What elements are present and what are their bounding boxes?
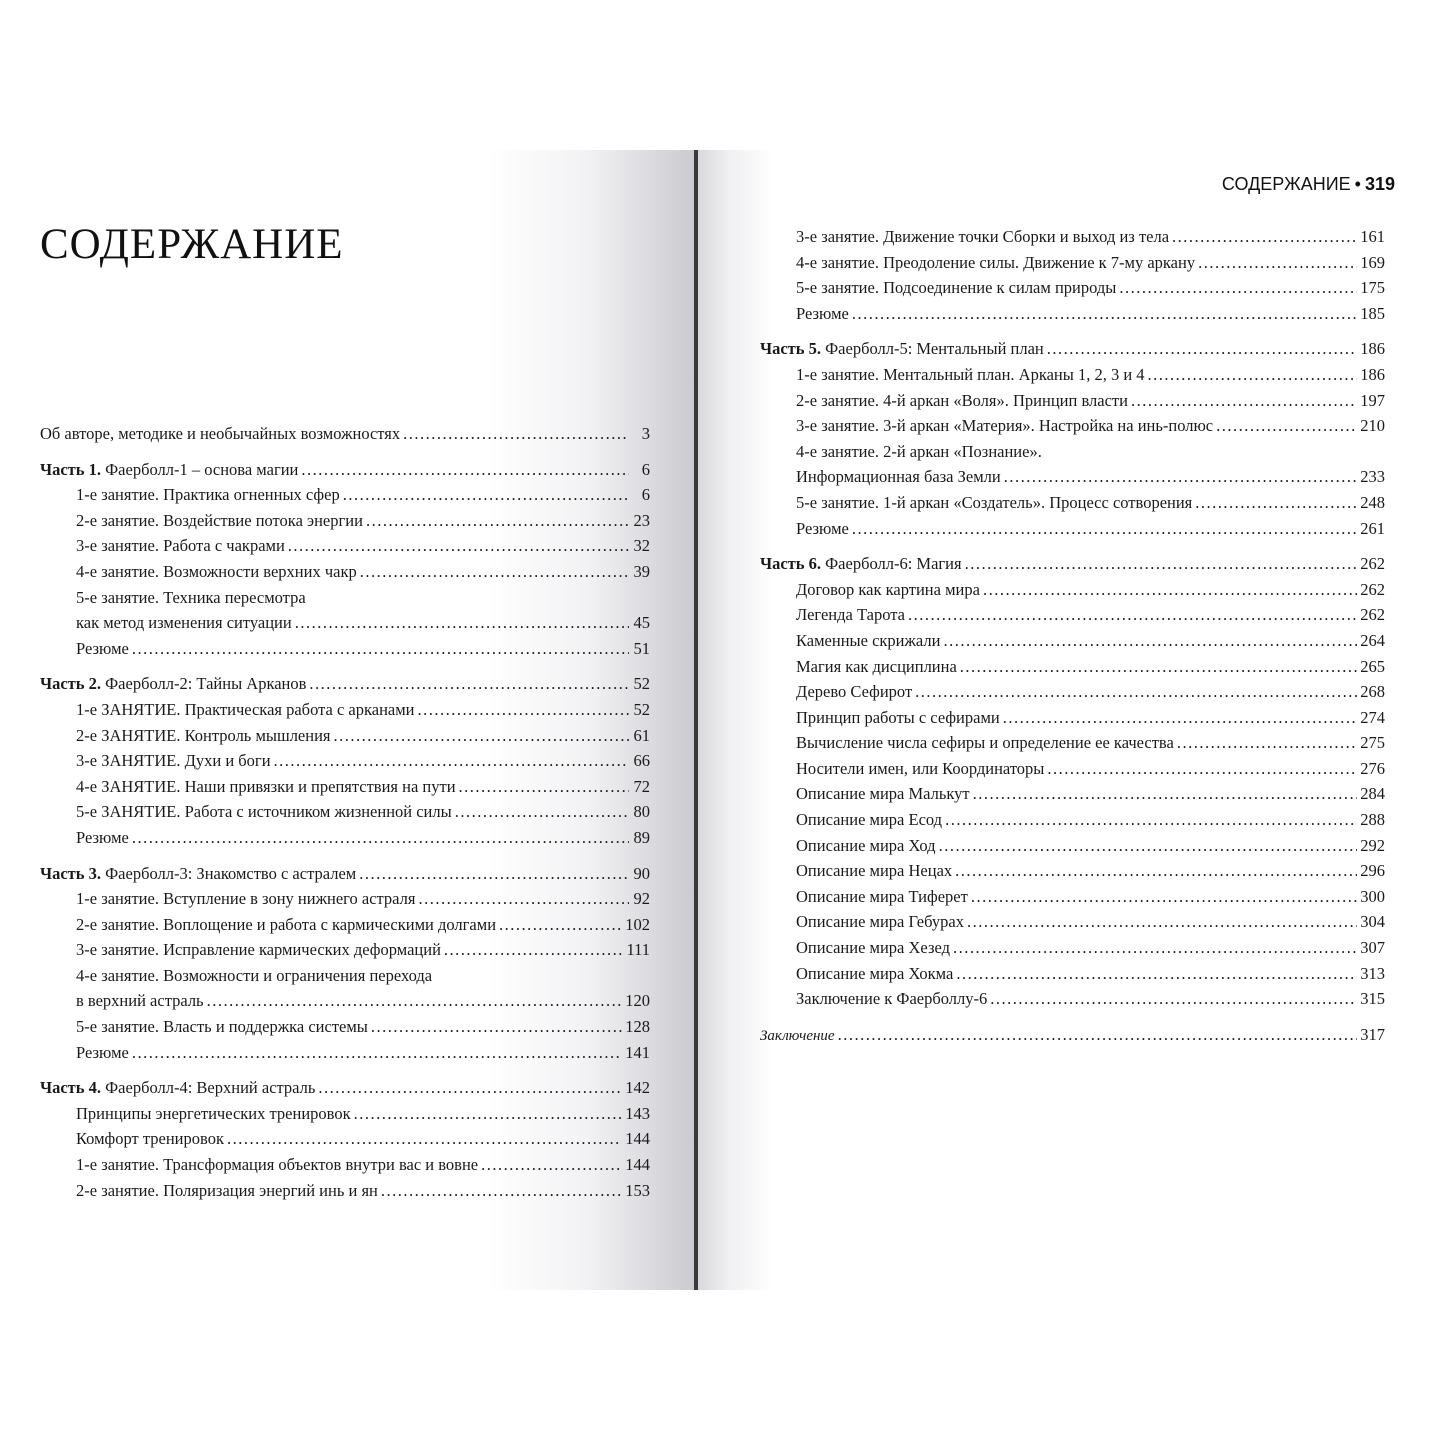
toc-right bbox=[760, 224, 1385, 1049]
toc-part-3 bbox=[40, 861, 650, 887]
toc-page-number: 128 bbox=[625, 1017, 650, 1037]
toc-entry-text: 3-е занятие. Работа с чакрами bbox=[76, 536, 285, 556]
running-head-separator: • bbox=[1354, 174, 1361, 194]
toc-page-number: 175 bbox=[1360, 278, 1385, 298]
toc-entry bbox=[40, 482, 650, 508]
toc-entry-line1: 4-е занятие. 2-й аркан «Познание». bbox=[796, 441, 1042, 461]
toc-entry bbox=[760, 884, 1385, 910]
toc-page-number: 265 bbox=[1360, 656, 1385, 676]
toc-left bbox=[40, 421, 650, 1203]
toc-entry-text: 4-е ЗАНЯТИЕ. Наши привязки и препятствия на пути bbox=[76, 776, 456, 796]
toc-page-number: 45 bbox=[633, 613, 650, 633]
dot-leader bbox=[852, 516, 1357, 542]
toc-entry-text: 4-е занятие. Возможности верхних чакр bbox=[76, 561, 357, 581]
toc-entry-text: в верхний астраль bbox=[76, 991, 204, 1011]
dot-leader bbox=[444, 937, 624, 963]
toc-entry-text: Резюме bbox=[796, 303, 849, 323]
toc-entry bbox=[40, 1126, 650, 1152]
dot-leader bbox=[499, 912, 622, 938]
toc-entry bbox=[40, 533, 650, 559]
toc-entry bbox=[40, 723, 650, 749]
toc-entry bbox=[760, 490, 1385, 516]
running-head-title: СОДЕРЖАНИЕ bbox=[1221, 174, 1351, 194]
toc-entry-text: Резюме bbox=[76, 1042, 129, 1062]
toc-entry-text: Заключение bbox=[760, 1027, 835, 1044]
toc-entry-text: Описание мира Гебурах bbox=[796, 912, 964, 932]
toc-entry bbox=[40, 1040, 650, 1066]
toc-page-number: 61 bbox=[633, 725, 650, 745]
toc-entry-text: Резюме bbox=[796, 518, 849, 538]
toc-entry bbox=[40, 748, 650, 774]
toc-page-number: 120 bbox=[625, 991, 650, 1011]
toc-page-number: 111 bbox=[626, 940, 650, 960]
dot-leader bbox=[939, 833, 1358, 859]
dot-leader bbox=[990, 986, 1357, 1012]
dot-leader bbox=[309, 671, 629, 697]
toc-page-number: 186 bbox=[1360, 339, 1385, 359]
toc-entry-about bbox=[40, 421, 650, 447]
toc-entry bbox=[40, 1101, 650, 1127]
dot-leader bbox=[965, 551, 1358, 577]
toc-entry bbox=[760, 986, 1385, 1012]
toc-entry-text: 2-е занятие. Воздействие потока энергии bbox=[76, 510, 363, 530]
toc-entry bbox=[760, 250, 1385, 276]
toc-page-number: 143 bbox=[625, 1103, 650, 1123]
dot-leader bbox=[1198, 250, 1357, 276]
toc-entry-text: Об авторе, методике и необычайных возможностях bbox=[40, 424, 401, 443]
toc-entry-text: 5-е ЗАНЯТИЕ. Работа с источником жизненной силы bbox=[76, 802, 452, 822]
toc-entry-text: 5-е занятие. Подсоединение к силам природы bbox=[796, 278, 1117, 298]
toc-entry-text: Принципы энергетических тренировок bbox=[76, 1103, 351, 1123]
toc-entry-text: Описание мира Малькут bbox=[796, 784, 970, 804]
toc-page-number: 304 bbox=[1360, 912, 1385, 932]
toc-page-number: 275 bbox=[1360, 733, 1385, 753]
page-title: СОДЕРЖАНИЕ bbox=[40, 221, 344, 268]
toc-entry-text: 1-е занятие. Практика огненных сфер bbox=[76, 485, 340, 505]
toc-page-number: 3 bbox=[641, 424, 650, 443]
toc-entry-text: 1-е ЗАНЯТИЕ. Практическая работа с арканами bbox=[76, 699, 415, 719]
dot-leader bbox=[1131, 388, 1357, 414]
toc-page-number: 144 bbox=[625, 1155, 650, 1175]
toc-page-number: 161 bbox=[1360, 227, 1385, 246]
dot-leader bbox=[1148, 362, 1358, 388]
dot-leader bbox=[227, 1126, 622, 1152]
toc-page-number: 274 bbox=[1360, 707, 1385, 727]
toc-page-number: 248 bbox=[1360, 492, 1385, 512]
part-label: Часть 3. bbox=[40, 863, 102, 883]
part-title: Фаерболл-6: Магия bbox=[825, 554, 962, 574]
dot-leader bbox=[274, 748, 629, 774]
dot-leader bbox=[953, 935, 1357, 961]
toc-entry bbox=[760, 362, 1385, 388]
toc-entry-text: 2-е занятие. 4-й аркан «Воля». Принцип власти bbox=[796, 390, 1128, 410]
toc-entry bbox=[40, 937, 650, 963]
dot-leader bbox=[973, 781, 1358, 807]
toc-entry-text: Легенда Тарота bbox=[796, 605, 905, 625]
dot-leader bbox=[1119, 275, 1357, 301]
toc-entry-text: 4-е занятие. Преодоление силы. Движение к 7-му аркану bbox=[796, 252, 1196, 272]
toc-page-number: 296 bbox=[1360, 861, 1385, 881]
dot-leader bbox=[1195, 490, 1357, 516]
toc-entry-text: 1-е занятие. Вступление в зону нижнего астраля bbox=[76, 889, 416, 909]
dot-leader bbox=[207, 988, 623, 1014]
toc-entry bbox=[40, 1178, 650, 1204]
toc-entry bbox=[760, 833, 1385, 859]
toc-page-number: 307 bbox=[1360, 938, 1385, 958]
dot-leader bbox=[459, 774, 629, 800]
toc-entry-text: 5-е занятие. Власть и поддержка системы bbox=[76, 1017, 368, 1037]
toc-page-number: 6 bbox=[641, 459, 650, 479]
toc-page-number: 300 bbox=[1360, 886, 1385, 906]
toc-page-number: 72 bbox=[633, 776, 650, 796]
dot-leader bbox=[1003, 705, 1358, 731]
toc-page-number: 186 bbox=[1360, 364, 1385, 384]
dot-leader bbox=[295, 610, 629, 636]
part-title: Фаерболл-3: Знакомство с астралем bbox=[105, 863, 357, 883]
part-title: Фаерболл-2: Тайны Арканов bbox=[105, 674, 307, 694]
toc-page-number: 92 bbox=[633, 889, 650, 909]
toc-entry bbox=[760, 275, 1385, 301]
toc-entry-text: Описание мира Нецах bbox=[796, 861, 953, 881]
toc-part-1 bbox=[40, 457, 650, 483]
dot-leader bbox=[1047, 756, 1357, 782]
toc-entry bbox=[40, 1152, 650, 1178]
dot-leader bbox=[132, 825, 629, 851]
toc-entry-line1: 4-е занятие. Возможности и ограничения перехода bbox=[76, 965, 433, 985]
toc-entry-text: Дерево Сефирот bbox=[796, 682, 913, 702]
toc-page-number: 39 bbox=[633, 561, 650, 581]
toc-entry-text: Заключение к Фаерболлу-6 bbox=[796, 989, 988, 1009]
dot-leader bbox=[967, 909, 1357, 935]
toc-page-number: 264 bbox=[1360, 630, 1385, 650]
dot-leader bbox=[403, 421, 629, 447]
toc-entry-text: Резюме bbox=[76, 638, 129, 658]
toc-entry bbox=[760, 628, 1385, 654]
toc-page-number: 23 bbox=[633, 510, 650, 530]
toc-entry-text: как метод изменения ситуации bbox=[76, 613, 292, 633]
toc-entry bbox=[760, 388, 1385, 414]
toc-entry bbox=[760, 224, 1385, 250]
toc-entry bbox=[760, 807, 1385, 833]
toc-page-number: 52 bbox=[633, 674, 650, 694]
dot-leader bbox=[288, 533, 629, 559]
toc-entry bbox=[760, 602, 1385, 628]
dot-leader bbox=[955, 858, 1357, 884]
toc-entry bbox=[40, 636, 650, 662]
toc-entry bbox=[760, 654, 1385, 680]
toc-page-number: 52 bbox=[633, 699, 650, 719]
toc-entry bbox=[760, 961, 1385, 987]
dot-leader bbox=[971, 884, 1357, 910]
toc-page-number: 288 bbox=[1360, 810, 1385, 830]
book-gutter bbox=[694, 150, 698, 1290]
toc-entry bbox=[760, 858, 1385, 884]
toc-entry bbox=[40, 825, 650, 851]
toc-page-number: 6 bbox=[641, 485, 650, 505]
toc-entry-text: Принцип работы с сефирами bbox=[796, 707, 1000, 727]
toc-page-number: 261 bbox=[1360, 518, 1385, 538]
toc-entry-text: Договор как картина мира bbox=[796, 579, 980, 599]
page-number: 319 bbox=[1364, 174, 1395, 194]
dot-leader bbox=[418, 697, 629, 723]
dot-leader bbox=[366, 508, 629, 534]
toc-entry bbox=[40, 774, 650, 800]
part-label: Часть 2. bbox=[40, 674, 102, 694]
toc-part-5 bbox=[760, 336, 1385, 362]
dot-leader bbox=[838, 1022, 1358, 1048]
toc-page-number: 90 bbox=[633, 863, 650, 883]
toc-page-number: 313 bbox=[1360, 963, 1385, 983]
toc-page-number: 197 bbox=[1360, 390, 1385, 410]
toc-entry-text: 2-е занятие. Поляризация энергий инь и ян bbox=[76, 1180, 378, 1200]
toc-entry-text: Магия как дисциплина bbox=[796, 656, 957, 676]
toc-page-number: 153 bbox=[625, 1180, 650, 1200]
toc-entry bbox=[760, 577, 1385, 603]
toc-page-number: 292 bbox=[1360, 835, 1385, 855]
toc-entry bbox=[40, 508, 650, 534]
part-label: Часть 1. bbox=[40, 459, 102, 479]
toc-part-2 bbox=[40, 671, 650, 697]
dot-leader bbox=[343, 482, 629, 508]
dot-leader bbox=[132, 636, 629, 662]
toc-entry bbox=[40, 886, 650, 912]
toc-entry bbox=[760, 756, 1385, 782]
toc-entry bbox=[760, 413, 1385, 439]
dot-leader bbox=[318, 1075, 622, 1101]
dot-leader bbox=[301, 457, 629, 483]
dot-leader bbox=[983, 577, 1357, 603]
toc-entry bbox=[760, 781, 1385, 807]
toc-page-number: 262 bbox=[1360, 554, 1385, 574]
toc-page-number: 233 bbox=[1360, 467, 1385, 487]
toc-entry bbox=[40, 697, 650, 723]
toc-entry bbox=[760, 464, 1385, 490]
toc-page-number: 317 bbox=[1360, 1024, 1385, 1044]
dot-leader bbox=[354, 1101, 623, 1127]
part-title: Фаерболл-1 – основа магии bbox=[105, 459, 299, 479]
toc-entry-text: 3-е ЗАНЯТИЕ. Духи и боги bbox=[76, 751, 271, 771]
toc-entry-text: 2-е ЗАНЯТИЕ. Контроль мышления bbox=[76, 725, 331, 745]
toc-entry-text: Описание мира Ход bbox=[796, 835, 936, 855]
toc-entry-line1: 5-е занятие. Техника пересмотра bbox=[76, 587, 306, 607]
toc-entry bbox=[40, 1014, 650, 1040]
toc-entry-text: Резюме bbox=[76, 827, 129, 847]
dot-leader bbox=[1004, 464, 1358, 490]
dot-leader bbox=[945, 807, 1357, 833]
toc-page-number: 276 bbox=[1360, 758, 1385, 778]
toc-entry-text: 3-е занятие. Исправление кармических деформаций bbox=[76, 940, 441, 960]
toc-part-6 bbox=[760, 551, 1385, 577]
toc-page-number: 210 bbox=[1360, 416, 1385, 436]
toc-entry-text: Вычисление числа сефиры и определение ее качества bbox=[796, 733, 1174, 753]
dot-leader bbox=[908, 602, 1357, 628]
toc-entry-text: Описание мира Хезед bbox=[796, 938, 950, 958]
running-head bbox=[1222, 174, 1395, 195]
toc-page-number: 144 bbox=[625, 1129, 650, 1149]
toc-entry bbox=[40, 912, 650, 938]
toc-entry-text: Информационная база Земли bbox=[796, 467, 1001, 487]
toc-part-4 bbox=[40, 1075, 650, 1101]
toc-entry bbox=[760, 909, 1385, 935]
toc-page-number: 284 bbox=[1360, 784, 1385, 804]
toc-page-number: 32 bbox=[633, 536, 650, 556]
toc-page-number: 89 bbox=[633, 827, 650, 847]
dot-leader bbox=[371, 1014, 622, 1040]
toc-page-number: 262 bbox=[1360, 605, 1385, 625]
toc-page-number: 268 bbox=[1360, 682, 1385, 702]
dot-leader bbox=[418, 886, 629, 912]
toc-entry-text: 2-е занятие. Воплощение и работа с кармическими долгами bbox=[76, 914, 497, 934]
toc-entry-conclusion bbox=[760, 1022, 1385, 1050]
dot-leader bbox=[1216, 413, 1357, 439]
toc-entry-text: 1-е занятие. Ментальный план. Арканы 1, 2, 3 и 4 bbox=[796, 364, 1145, 384]
dot-leader bbox=[915, 679, 1357, 705]
toc-entry-text: Носители имен, или Координаторы bbox=[796, 758, 1045, 778]
dot-leader bbox=[852, 301, 1357, 327]
part-label: Часть 6. bbox=[760, 554, 822, 574]
toc-entry bbox=[40, 988, 650, 1014]
toc-page-number: 141 bbox=[625, 1042, 650, 1062]
toc-entry-text: Комфорт тренировок bbox=[76, 1129, 224, 1149]
dot-leader bbox=[455, 799, 629, 825]
dot-leader bbox=[132, 1040, 622, 1066]
dot-leader bbox=[1177, 730, 1357, 756]
toc-entry bbox=[760, 935, 1385, 961]
toc-page-number: 51 bbox=[633, 638, 650, 658]
toc-entry-text: 3-е занятие. 3-й аркан «Материя». Настройка на инь-полюс bbox=[796, 416, 1214, 436]
part-label: Часть 4. bbox=[40, 1078, 102, 1098]
toc-page-number: 315 bbox=[1360, 989, 1385, 1009]
toc-entry-text: 5-е занятие. 1-й аркан «Создатель». Процесс сотворения bbox=[796, 492, 1193, 512]
part-label: Часть 5. bbox=[760, 339, 822, 359]
dot-leader bbox=[960, 654, 1357, 680]
dot-leader bbox=[360, 559, 629, 585]
toc-entry-text: 3-е занятие. Движение точки Сборки и выход из тела bbox=[796, 227, 1170, 246]
toc-entry-text: Описание мира Есод bbox=[796, 810, 943, 830]
toc-entry bbox=[760, 516, 1385, 542]
toc-page-number: 102 bbox=[625, 914, 650, 934]
toc-entry-text: 1-е занятие. Трансформация объектов внутри вас и вовне bbox=[76, 1155, 479, 1175]
toc-page-number: 185 bbox=[1360, 303, 1385, 323]
toc-entry-text: Каменные скрижали bbox=[796, 630, 941, 650]
dot-leader bbox=[381, 1178, 622, 1204]
toc-entry bbox=[760, 705, 1385, 731]
dot-leader bbox=[943, 628, 1357, 654]
toc-entry bbox=[40, 610, 650, 636]
toc-page-number: 169 bbox=[1360, 252, 1385, 272]
toc-entry-text: Описание мира Хокма bbox=[796, 963, 954, 983]
toc-page-number: 80 bbox=[633, 802, 650, 822]
dot-leader bbox=[334, 723, 629, 749]
toc-entry bbox=[760, 730, 1385, 756]
toc-entry bbox=[40, 559, 650, 585]
toc-entry bbox=[760, 679, 1385, 705]
toc-page-number: 262 bbox=[1360, 579, 1385, 599]
dot-leader bbox=[1172, 224, 1357, 250]
toc-entry bbox=[760, 301, 1385, 327]
dot-leader bbox=[1047, 336, 1357, 362]
toc-page-number: 66 bbox=[633, 751, 650, 771]
toc-page-number: 142 bbox=[625, 1078, 650, 1098]
dot-leader bbox=[481, 1152, 622, 1178]
toc-entry bbox=[40, 799, 650, 825]
part-title: Фаерболл-4: Верхний астраль bbox=[105, 1078, 316, 1098]
part-title: Фаерболл-5: Ментальный план bbox=[825, 339, 1044, 359]
dot-leader bbox=[956, 961, 1357, 987]
dot-leader bbox=[359, 861, 629, 887]
toc-entry-text: Описание мира Тиферет bbox=[796, 886, 968, 906]
